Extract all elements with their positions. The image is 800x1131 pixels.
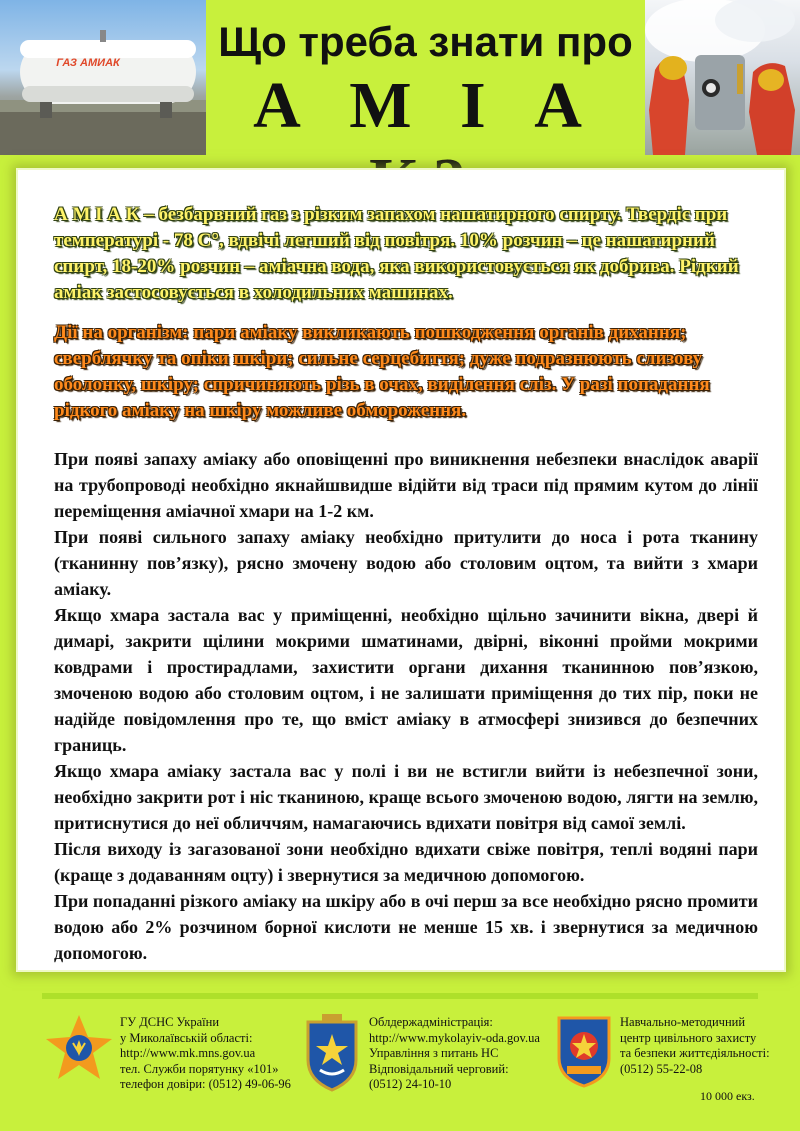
footer-line: (0512) 55-22-08 bbox=[620, 1061, 703, 1076]
training-center-shield-icon bbox=[555, 1012, 613, 1088]
header bbox=[0, 0, 800, 155]
page-title-line1: Що треба знати про bbox=[218, 18, 633, 65]
health-effects-paragraph: Дії на організм: пари аміаку викликають пошкодження органів дихання; сверблячку та опіки шкіри; сильне серцебиття; дуже подразнюють слизову оболонку, шкіру; спричиняють різь в очах, виділення сліз. У разі попадання рідкого аміаку на шкіру можливе обмороження. bbox=[54, 322, 710, 421]
footer-line: (0512) 24-10-10 bbox=[369, 1077, 452, 1091]
instruction-paragraph: Якщо хмара аміаку застала вас у полі і ви не встигли вийти із небезпечної зони, необхідно закрити рот і ніс тканиною, краще всього змоченою водою, лягти на землю, притиснутися до неї обличчям, намагаючись вдихати повітря від самої землі. bbox=[54, 761, 758, 833]
footer-org-training-center bbox=[620, 1015, 770, 1077]
footer-line: http://www.mykolayiv-oda.gov.ua bbox=[369, 1030, 540, 1045]
footer-divider bbox=[42, 993, 758, 999]
instruction-paragraph: Після виходу із загазованої зони необхідно вдихати свіже повітря, теплі водяні пари (краще з додаванням оцту) і звернутися за медичною допомогою. bbox=[54, 839, 758, 885]
footer-line: Управління з питань НС bbox=[369, 1046, 499, 1060]
hazmat-responders-illustration bbox=[645, 0, 800, 155]
hazmat-responders-photo bbox=[645, 0, 800, 155]
footer-line: http://www.mk.mns.gov.ua bbox=[120, 1046, 256, 1060]
tank-label: ГАЗ АМИАК bbox=[56, 57, 120, 69]
content-panel bbox=[18, 170, 784, 970]
intro-paragraph: А М І А К – безбарвний газ з різким запахом нашатирного спирту. Твердіє при температурі - 78 С°, вдвічі легший від повітря. 10% розчин – це нашатирний спирт, 18-20% розчин – аміачна вода, яка використовується як добрива. Рідкий аміак застосовується в холодильних машинах. bbox=[54, 204, 739, 303]
page-title-line2: А М І А bbox=[253, 69, 598, 142]
ammonia-tank-photo bbox=[0, 0, 206, 155]
footer-line: Навчально-методичний bbox=[620, 1015, 746, 1029]
footer-org-dsns bbox=[120, 1015, 291, 1093]
footer-line: телефон довіри: (0512) 49-06-96 bbox=[120, 1077, 291, 1091]
regional-coat-of-arms-icon bbox=[302, 1012, 362, 1092]
instruction-paragraph: При появі сильного запаху аміаку необхідно притулити до носа і рота тканину (тканинну пов’язку), рясно змочену водою або столовим оцтом, та вийти з хмари аміаку. bbox=[54, 527, 758, 599]
footer-line: та безпеки життєдіяльності: bbox=[620, 1046, 770, 1060]
title-box bbox=[206, 0, 645, 155]
footer-line: тел. Служби порятунку «101» bbox=[120, 1061, 279, 1076]
print-run: 10 000 екз. bbox=[700, 1089, 755, 1103]
civil-protection-emblem-icon bbox=[44, 1013, 114, 1083]
instruction-paragraph: При появі запаху аміаку або оповіщенні про виникнення небезпеки внаслідок аварії на трубопроводі необхідно якнайшвидше відійти від траси під прямим кутом до лінії переміщення аміачної хмари на 1-2 км. bbox=[54, 449, 758, 521]
instruction-paragraph: Якщо хмара застала вас у приміщенні, необхідно щільно зачинити вікна, двері й димарі, закрити щілини мокрими шматинами, двірні, віконні пройми мокрими ковдрами і простирадлами, захистити органи дихання тканинною пов’язкою, змоченою водою або столовим оцтом, і не залишати приміщення до тих пір, поки не надійде повідомлення про те, що вміст аміаку в атмосфері знизився до безпечних границь. bbox=[54, 605, 758, 755]
instruction-paragraph: При попаданні різкого аміаку на шкіру або в очі перш за все необхідно рясно промити водою або 2% розчином борної кислоти не менше 15 хв. і звернутися за медичною допомогою. bbox=[54, 891, 758, 963]
footer-line: Відповідальний черговий: bbox=[369, 1061, 509, 1076]
footer-line: ГУ ДСНС України bbox=[120, 1015, 220, 1029]
footer-org-oda bbox=[369, 1015, 540, 1093]
footer-line: Облдержадміністрація: bbox=[369, 1015, 493, 1029]
footer-line: центр цивільного захисту bbox=[620, 1030, 757, 1045]
footer-line: у Миколаївській області: bbox=[120, 1030, 253, 1045]
ammonia-tank-illustration bbox=[0, 0, 206, 155]
instructions bbox=[54, 446, 758, 966]
